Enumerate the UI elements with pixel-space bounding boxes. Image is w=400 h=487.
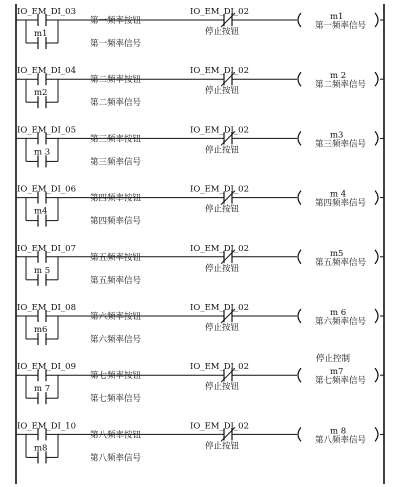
latch-name: m 7 (34, 384, 51, 395)
coil-label: 第三频率信号 (315, 139, 367, 150)
coil-name: m 2 (330, 71, 347, 82)
coil-label: 第四频率信号 (315, 198, 367, 209)
rung-6 (16, 303, 384, 345)
stop-address: IO_EM_DI_02 (190, 421, 249, 432)
stop-label: 停止按钮 (205, 86, 240, 97)
contact-label: 第八频率按钮 (90, 430, 142, 441)
contact-address: IO_EM_DI_07 (17, 243, 76, 254)
coil-right-arc (375, 191, 378, 205)
stop-address: IO_EM_DI_02 (190, 66, 249, 77)
stop-address: IO_EM_DI_02 (190, 125, 249, 136)
latch-label: 第七频率信号 (90, 394, 142, 405)
contact-label: 第二频率按钮 (90, 75, 142, 86)
coil-left-arc (298, 309, 301, 323)
coil-left-arc (298, 368, 301, 382)
stop-address: IO_EM_DI_02 (190, 362, 249, 373)
contact-address: IO_EM_DI_06 (17, 184, 76, 195)
coil-left-arc (298, 13, 301, 27)
latch-label: 第六频率信号 (90, 335, 142, 345)
coil-note: 停止控制 (316, 354, 351, 365)
coil-left-arc (298, 250, 301, 264)
coil-name: m1 (330, 12, 344, 22)
coil-right-arc (375, 13, 378, 27)
contact-label: 第五频率按钮 (90, 252, 142, 263)
coil-name: m 8 (330, 426, 347, 437)
coil-right-arc (375, 309, 378, 323)
latch-name: m 5 (34, 265, 51, 276)
latch-label: 第四频率信号 (90, 216, 142, 227)
coil-left-arc (298, 191, 301, 205)
contact-label: 第三频率按钮 (90, 134, 142, 145)
coil-left-arc (298, 427, 301, 441)
latch-label: 第三频率信号 (90, 157, 142, 168)
coil-label: 第一频率信号 (315, 21, 367, 31)
coil-right-arc (375, 72, 378, 86)
stop-label: 停止按钮 (205, 382, 240, 393)
contact-label: 第七频率按钮 (90, 371, 142, 382)
coil-left-arc (298, 72, 301, 86)
contact-label: 第一频率按钮 (90, 16, 142, 26)
rung-3 (16, 125, 384, 167)
latch-label: 第八频率信号 (90, 453, 142, 464)
coil-left-arc (298, 131, 301, 145)
coil-label: 第六频率信号 (315, 317, 367, 327)
stop-label: 停止按钮 (205, 263, 240, 274)
latch-label: 第五频率信号 (90, 275, 142, 286)
coil-right-arc (375, 250, 378, 264)
rung-1 (16, 7, 384, 49)
stop-address: IO_EM_DI_02 (190, 184, 249, 195)
coil-right-arc (375, 427, 378, 441)
stop-address: IO_EM_DI_02 (190, 303, 249, 313)
coil-name: m3 (330, 130, 344, 141)
latch-name: m8 (34, 443, 48, 454)
latch-name: m4 (34, 206, 48, 217)
rung-2 (16, 66, 384, 108)
coil-right-arc (375, 131, 378, 145)
contact-address: IO_EM_DI_10 (17, 421, 76, 432)
stop-label: 停止按钮 (205, 145, 240, 156)
contact-address: IO_EM_DI_03 (17, 7, 76, 17)
coil-right-arc (375, 368, 378, 382)
latch-name: m1 (34, 29, 48, 39)
coil-name: m 6 (330, 308, 347, 318)
coil-label: 第二频率信号 (315, 80, 367, 91)
stop-label: 停止按钮 (205, 323, 240, 333)
stop-address: IO_EM_DI_02 (190, 7, 249, 17)
coil-name: m5 (330, 248, 344, 259)
latch-label: 第一频率信号 (90, 39, 142, 49)
latch-name: m6 (34, 325, 48, 335)
stop-label: 停止按钮 (205, 441, 240, 452)
contact-label: 第六频率按钮 (90, 312, 142, 322)
contact-address: IO_EM_DI_09 (17, 362, 76, 373)
rungs (16, 7, 384, 463)
contact-address: IO_EM_DI_08 (17, 303, 76, 313)
rung-7 (16, 353, 384, 404)
contact-address: IO_EM_DI_05 (17, 125, 76, 136)
rung-8 (16, 421, 384, 463)
stop-address: IO_EM_DI_02 (190, 243, 249, 254)
coil-name: m 4 (330, 189, 347, 200)
rung-5 (16, 244, 384, 286)
stop-label: 停止按钮 (205, 27, 240, 37)
contact-label: 第四频率按钮 (90, 193, 142, 204)
rung-4 (16, 185, 384, 227)
latch-name: m2 (34, 88, 48, 99)
coil-label: 第五频率信号 (315, 257, 367, 268)
coil-label: 第八频率信号 (315, 435, 367, 446)
coil-name: m7 (330, 367, 344, 378)
latch-label: 第二频率信号 (90, 98, 142, 109)
stop-label: 停止按钮 (205, 204, 240, 215)
coil-label: 第七频率信号 (315, 376, 367, 387)
latch-name: m 3 (34, 147, 51, 158)
contact-address: IO_EM_DI_04 (17, 66, 76, 77)
